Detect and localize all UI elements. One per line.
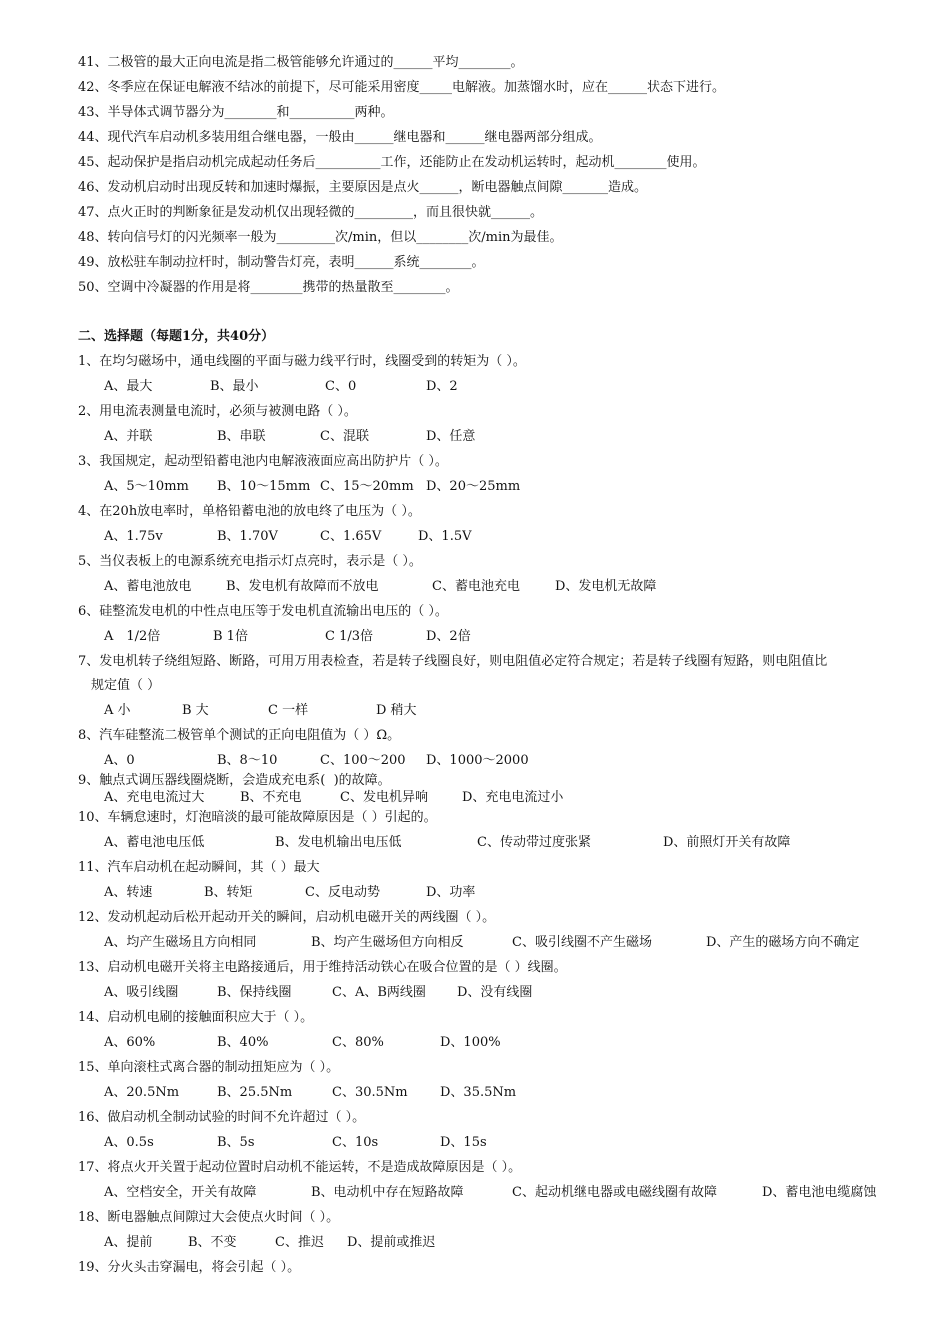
section-title: 二、选择题（每题1分，共40分） bbox=[78, 329, 275, 344]
option: A、1.75v bbox=[104, 529, 163, 544]
option: A、0 bbox=[104, 753, 135, 768]
fill-in-42: 42、冬季应在保证电解液不结冰的前提下，尽可能采用密度_____电解液。加蒸馏水时，应在______状态下进行。 bbox=[78, 80, 726, 95]
question-8: 8、汽车硅整流二极管单个测试的正向电阻值为（ ）Ω。 bbox=[78, 728, 401, 743]
question-7: 7、发电机转子绕组短路、断路，可用万用表检查，若是转子线圈良好，则电阻值必定符合规定；若是转子线圈有短路，则电阻值比 bbox=[78, 654, 828, 669]
option: C、15～20mm bbox=[320, 479, 414, 494]
question-16: 16、做启动机全制动试验的时间不允许超过（ ）。 bbox=[78, 1110, 366, 1125]
option: A、空档安全，开关有故障 bbox=[104, 1185, 257, 1200]
option: A、60% bbox=[104, 1035, 156, 1050]
question-6: 6、硅整流发电机的中性点电压等于发电机直流输出电压的（ ）。 bbox=[78, 604, 448, 619]
question-10: 10、车辆怠速时，灯泡暗淡的最可能故障原因是（ ）引起的。 bbox=[78, 810, 437, 825]
option: D、2 bbox=[426, 379, 458, 394]
option: D、充电电流过小 bbox=[462, 790, 564, 805]
option: B、电动机中存在短路故障 bbox=[311, 1185, 464, 1200]
option: A、提前 bbox=[104, 1235, 153, 1250]
option: D、功率 bbox=[426, 885, 476, 900]
option: B、8～10 bbox=[217, 753, 278, 768]
option: D 稍大 bbox=[376, 703, 417, 718]
question-13: 13、启动机电磁开关将主电路接通后，用于维持活动铁心在吸合位置的是（ ）线圈。 bbox=[78, 960, 567, 975]
option: C、起动机继电器或电磁线圈有故障 bbox=[512, 1185, 717, 1200]
option: C、传动带过度张紧 bbox=[477, 835, 591, 850]
option: B、发电机有故障而不放电 bbox=[226, 579, 379, 594]
fill-in-47: 47、点火正时的判断象征是发动机仅出现轻微的_________，而且很快就______。 bbox=[78, 205, 544, 220]
fill-in-46: 46、发动机启动时出现反转和加速时爆振，主要原因是点火______，断电器触点间隙_______造成。 bbox=[78, 180, 648, 195]
fill-in-48: 48、转向信号灯的闪光频率一般为_________次/min，但以________次/min为最佳。 bbox=[78, 230, 563, 245]
question-12: 12、发动机起动后松开起动开关的瞬间，启动机电磁开关的两线圈（ ）。 bbox=[78, 910, 496, 925]
option: C、发电机异响 bbox=[340, 790, 428, 805]
option: C、1.65V bbox=[320, 529, 382, 544]
option: D、1000～2000 bbox=[426, 753, 529, 768]
option: B、40% bbox=[217, 1035, 269, 1050]
option: A、5～10mm bbox=[104, 479, 189, 494]
question-2: 2、用电流表测量电流时，必须与被测电路（ ）。 bbox=[78, 404, 357, 419]
option: C、100～200 bbox=[320, 753, 406, 768]
option: D、产生的磁场方向不确定 bbox=[706, 935, 860, 950]
fill-in-49: 49、放松驻车制动拉杆时，制动警告灯亮，表明______系统________。 bbox=[78, 255, 485, 270]
option: A 小 bbox=[104, 703, 131, 718]
question-5: 5、当仪表板上的电源系统充电指示灯点亮时，表示是（ ）。 bbox=[78, 554, 422, 569]
question-3: 3、我国规定，起动型铅蓄电池内电解液液面应高出防护片（ ）。 bbox=[78, 454, 448, 469]
question-18: 18、断电器触点间隙过大会使点火时间（ ）。 bbox=[78, 1210, 340, 1225]
option: C、反电动势 bbox=[305, 885, 380, 900]
option: B、发电机输出电压低 bbox=[275, 835, 402, 850]
option: A、最大 bbox=[104, 379, 153, 394]
option: A、蓄电池电压低 bbox=[104, 835, 205, 850]
fill-in-44: 44、现代汽车启动机多装用组合继电器，一般由______继电器和______继电器两部分组成。 bbox=[78, 130, 602, 145]
option: C 一样 bbox=[268, 703, 309, 718]
option: B、不变 bbox=[188, 1235, 237, 1250]
option: C、推迟 bbox=[275, 1235, 324, 1250]
option: D、前照灯开关有故障 bbox=[663, 835, 791, 850]
question-19: 19、分火头击穿漏电，将会引起（ ）。 bbox=[78, 1260, 301, 1275]
option: B、保持线圈 bbox=[217, 985, 292, 1000]
question-14: 14、启动机电刷的接触面积应大于（ ）。 bbox=[78, 1010, 314, 1025]
option: D、1.5V bbox=[418, 529, 472, 544]
fill-in-50: 50、空调中冷凝器的作用是将________携带的热量散至________。 bbox=[78, 280, 459, 295]
option: D、没有线圈 bbox=[457, 985, 533, 1000]
option: B 大 bbox=[182, 703, 209, 718]
question-7-continued: 规定值（ ） bbox=[91, 678, 161, 693]
option: C 1/3倍 bbox=[325, 629, 374, 644]
option: A、并联 bbox=[104, 429, 153, 444]
question-15: 15、单向滚柱式离合器的制动扭矩应为（ ）。 bbox=[78, 1060, 340, 1075]
option: A、转速 bbox=[104, 885, 153, 900]
option: C、0 bbox=[325, 379, 357, 394]
option: C、A、B两线圈 bbox=[332, 985, 426, 1000]
option: D、发电机无故障 bbox=[555, 579, 657, 594]
option: B、5s bbox=[217, 1135, 255, 1150]
option: C、80% bbox=[332, 1035, 384, 1050]
option: B、不充电 bbox=[240, 790, 302, 805]
option: A、充电电流过大 bbox=[104, 790, 205, 805]
fill-in-45: 45、起动保护是指启动机完成起动任务后__________工作，还能防止在发动机运转时，起动机________使用。 bbox=[78, 155, 706, 170]
option: C、吸引线圈不产生磁场 bbox=[512, 935, 652, 950]
option: B、最小 bbox=[210, 379, 259, 394]
option: D、35.5Nm bbox=[440, 1085, 517, 1100]
question-11: 11、汽车启动机在起动瞬间，其（ ）最大 bbox=[78, 860, 320, 875]
question-9: 9、触点式调压器线圈烧断，会造成充电系( )的故障。 bbox=[78, 773, 391, 788]
option: B、串联 bbox=[217, 429, 266, 444]
option: A、吸引线圈 bbox=[104, 985, 179, 1000]
option: C、30.5Nm bbox=[332, 1085, 408, 1100]
option: C、蓄电池充电 bbox=[432, 579, 520, 594]
option: A 1/2倍 bbox=[104, 629, 161, 644]
option: A、蓄电池放电 bbox=[104, 579, 192, 594]
question-4: 4、在20h放电率时，单格铅蓄电池的放电终了电压为（ ）。 bbox=[78, 504, 421, 519]
option: B、均产生磁场但方向相反 bbox=[311, 935, 464, 950]
option: D、蓄电池电缆腐蚀 bbox=[762, 1185, 877, 1200]
option: C、10s bbox=[332, 1135, 379, 1150]
option: D、2倍 bbox=[426, 629, 471, 644]
question-17: 17、将点火开关置于起动位置时启动机不能运转，不是造成故障原因是（ ）。 bbox=[78, 1160, 522, 1175]
option: B 1倍 bbox=[213, 629, 248, 644]
option: C、混联 bbox=[320, 429, 369, 444]
option: B、10～15mm bbox=[217, 479, 311, 494]
option: D、任意 bbox=[426, 429, 476, 444]
option: A、均产生磁场且方向相同 bbox=[104, 935, 257, 950]
question-1: 1、在均匀磁场中，通电线圈的平面与磁力线平行时，线圈受到的转矩为（ ）。 bbox=[78, 354, 526, 369]
option: D、20～25mm bbox=[426, 479, 521, 494]
option: D、提前或推迟 bbox=[347, 1235, 436, 1250]
fill-in-41: 41、二极管的最大正向电流是指二极管能够允许通过的______平均________。 bbox=[78, 55, 524, 70]
option: B、转矩 bbox=[204, 885, 253, 900]
option: A、20.5Nm bbox=[104, 1085, 180, 1100]
option: D、100% bbox=[440, 1035, 501, 1050]
option: B、25.5Nm bbox=[217, 1085, 293, 1100]
option: B、1.70V bbox=[217, 529, 278, 544]
option: D、15s bbox=[440, 1135, 487, 1150]
option: A、0.5s bbox=[104, 1135, 154, 1150]
fill-in-43: 43、半导体式调节器分为________和__________两种。 bbox=[78, 105, 394, 120]
